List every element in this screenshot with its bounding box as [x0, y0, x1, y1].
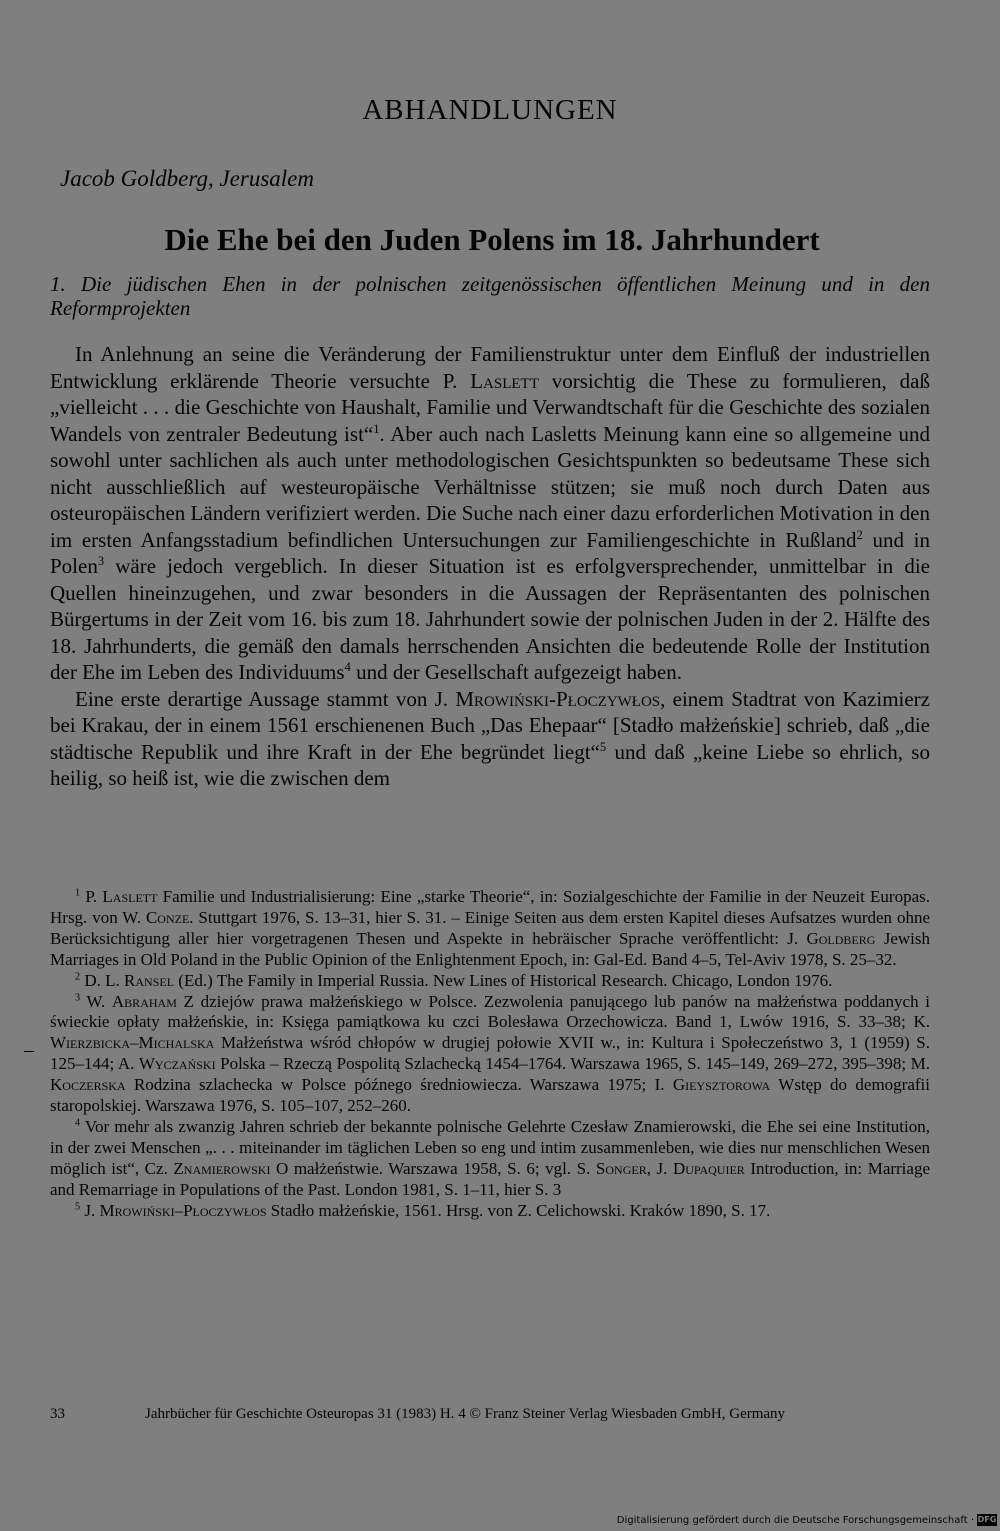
footnote-number: 2	[75, 970, 81, 982]
footnote-number: 3	[75, 991, 81, 1003]
footnote-1: $^1$ P. Laslett Familie und Industrialisierung: Eine „starke Theorie“, in: Sozialgeschichte der Familie in der Neuzeit Europas. Hrsg. von W. Conze. Stuttgart 1976, S. 13–31, hier S. 31. – Einige Seiten aus dem ersten Kapitel dieses Aufsatzes wurden ohne Berücksichtigung aller hier vorgetragenen Thesen und Aspekte in hebräischer Sprache veröffentlicht: J. Goldberg Jewish Marriages in Old Poland in the Public Opinion of the Enlightenment Epoch, in: Gal-Ed. Band 4–5, Tel-Aviv 1978, S. 25–32.	[50, 887, 931, 969]
digitization-note: Digitalisierung gefördert durch die Deutsche Forschungsgemeinschaft ·	[616, 1515, 974, 1526]
author-name: Koczerska	[50, 1075, 126, 1095]
author-name: Conze	[145, 907, 190, 927]
body-text	[50, 341, 930, 792]
footnote-ref: 3	[97, 554, 105, 568]
page-number: 33	[50, 1406, 65, 1422]
author-name: Gieysztorowa	[672, 1075, 771, 1095]
footnote-number: 4	[75, 1117, 81, 1129]
footnote-ref: 5	[599, 739, 607, 754]
footnote-2: $^2$ D. L. Ransel (Ed.) The Family in Imperial Russia. New Lines of Historical Research. Chicago, London 1976.	[75, 970, 833, 990]
author-line: Jacob Goldberg, Jerusalem	[60, 166, 314, 191]
footnote-4: $^4$ Vor mehr als zwanzig Jahren schrieb der bekannte polnische Gelehrte Czesław Znamierowski, die Ehe sei eine Institution, in der zwei Menschen „. . . miteinander im täglichen Leben so eng und intim zusammenleben, wie dies nur menschlichen Wesen möglich ist“, Cz. Znamierowski O małżeństwie. Warszawa 1958, S. 6; vgl. S. Songer, J. Dupaquier Introduction, in: Marriage and Remarriage in Populations of the Past. London 1981, S. 1–11, hier S. 3	[50, 1116, 930, 1199]
author-name: Abraham	[111, 991, 177, 1011]
footnotes	[50, 887, 930, 1222]
author-name: Wyczański	[138, 1054, 216, 1074]
dfg-logo: DFG	[977, 1515, 997, 1524]
section-title: ABHANDLUNGEN	[362, 94, 618, 126]
footnote-3: $^3$ W. Abraham Z dziejów prawa małżeńskiego w Polsce. Zezwolenia panującego lub panów na małżeństwa poddanych i świeckie opłaty małżeńskie, in: Księga pamiątkowa ku czci Bolesława Orzechowicza. Band 1, Lwów 1916, S. 33–38; K. Wierzbicka–Michalska Małżeństwa wśród chłopów w drugiej połowie XVII w., in: Kultura i Społeczeństwo 3, 1 (1959) S. 125–144; A. Wyczański Polska – Rzeczą Pospolitą Szlachecką 1454–1764. Warszawa 1965, S. 145–149, 269–272, 395–398; M. Koczerska Rodzina szlachecka w Polsce późnego średniowiecza. Warszawa 1975; I. Gieysztorowa Wstęp do demografii staropolskiej. Warszawa 1976, S. 105–107, 252–260.	[50, 991, 931, 1116]
body-paragraph-1: In Anlehnung an seine die Veränderung der Familienstruktur unter dem Einfluß der industriellen Entwicklung erklärende Theorie versuchte P. Laslett vorsichtig die These zu formulieren, daß „vielleicht . . . die Geschichte von Haushalt, Familie und Verwandtschaft für die Geschichte des sozialen Wandels von zentraler Bedeutung ist“$^1$. Aber auch nach Lasletts Meinung kann eine so allgemeine und sowohl unter sachlichen als auch unter methodologischen Gesichtspunkten so bedeutsame These sich nicht ausschließlich auf westeuropäische Verhältnisse stützen; sie muß noch durch Daten aus osteuropäischen Ländern verifiziert werden. Die Suche nach einer dazu erforderlichen Motivation in den im ersten Anfangsstadium befindlichen Untersuchungen zur Familiengeschichte in Rußland$^2$ und in Polen$^3$ wäre jedoch vergeblich. In dieser Situation ist es erfolgversprechender, unmittelbar in die Quellen hineinzugehen, und zwar besonders in die Aussagen der Repräsentanten des polnischen Bürgertums in der Zeit vom 16. bis zum 18. Jahrhundert sowie der polnischen Juden in der 2. Hälfte des 18. Jahrhunderts, die gemäß den damals herrschenden Ansichten die bedeutende Rolle der Institution der Ehe im Leben des Individuums$^4$ und der Gesellschaft aufgezeigt haben.	[50, 342, 931, 684]
footnote-5: $^5$ J. Mrowiński–Płoczywłos Stadło małżeńskie, 1561. Hrsg. von Z. Celichowski. Kraków 1890, S. 17.	[75, 1200, 771, 1220]
author-name: Znamierowski	[173, 1158, 271, 1178]
margin-mark	[24, 1051, 34, 1052]
article-title: Die Ehe bei den Juden Polens im 18. Jahrhundert	[164, 222, 820, 257]
journal-citation: Jahrbücher für Geschichte Osteuropas 31 (1983) H. 4 © Franz Steiner Verlag Wiesbaden GmbH, Germany	[145, 1406, 786, 1422]
author-name: Wierzbicka–Michalska	[50, 1033, 215, 1053]
author-name: Laslett	[102, 887, 158, 906]
author-name: Mrowiński-Płoczywłos	[455, 686, 661, 711]
body-paragraph-2: Eine erste derartige Aussage stammt von J. Mrowiński-Płoczywłos, einem Stadtrat von Kazimierz bei Krakau, der in einem 1561 erschienenen Buch „Das Ehepaar“ [Stadło małżeńskie] schrieb, daß „die städtische Republik und ihre Kraft in der Ehe begründet liegt“$^5$ und daß „keine Liebe so ehrlich, so heilig, so heiß ist, wie die zwischen dem	[50, 686, 930, 790]
footnote-number: 5	[75, 1200, 81, 1212]
author-name: Goldberg	[806, 928, 876, 948]
author-name: Ransel	[124, 970, 175, 990]
author-name: Dupaquier	[672, 1158, 745, 1178]
author-name: Songer	[595, 1158, 647, 1178]
footnote-number: 1	[75, 887, 81, 899]
footnote-ref: 1	[373, 421, 380, 436]
author-name: Mrowiński–Płoczywłos	[99, 1200, 267, 1220]
section-subheading: 1. Die jüdischen Ehen in der polnischen zeitgenössischen öffentlichen Meinung und in den Reformprojekten	[50, 272, 930, 320]
author-name: Laslett	[470, 368, 539, 393]
footnote-ref: 2	[856, 527, 863, 542]
footnote-ref: 4	[344, 660, 351, 674]
